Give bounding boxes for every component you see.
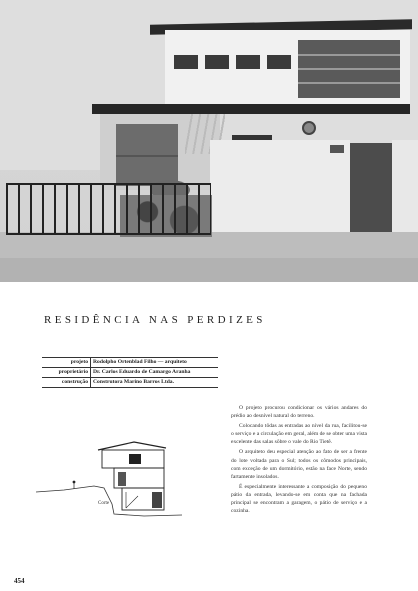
section-drawing	[34, 432, 184, 522]
upper-window	[205, 55, 229, 69]
credit-value: Rodolpho Ortenblad Filho — arquiteto	[93, 359, 187, 365]
round-window	[302, 121, 316, 135]
article-text	[231, 404, 367, 517]
upper-window	[174, 55, 198, 69]
credits-row	[42, 358, 218, 368]
page-number: 454	[14, 577, 25, 585]
person-icon	[73, 481, 76, 484]
fence-rail	[6, 233, 211, 235]
paragraph: É especialmente interessante a composição do pequeno pátio da entrada, levando-se em conta que na fachada principal se encontram a garagem, o pátio de serviço e a cozinha.	[231, 483, 367, 515]
ground-room-fill	[118, 472, 126, 486]
iron-fence	[6, 183, 211, 235]
credit-label: projeto	[42, 358, 91, 368]
roof-line	[98, 442, 166, 450]
garage-door	[116, 124, 178, 186]
paragraph: Colocando tôdas as entradas ao nível da rua, facilitou-se o serviço e a circulação em geral, além de se obter uma vista excelente das salas sôbre o vale do Rio Tietê.	[231, 423, 367, 446]
stair	[126, 496, 138, 508]
paragraph: O arquiteto deu especial atenção ao fato de ser a frente do lote voltada para o Sul; todos os cômodos principais, com exceção de um dormitório, estão na face Norte, sendo fartamente insolados.	[231, 449, 367, 480]
upper-window	[236, 55, 260, 69]
credit-value: Construtora Marino Barros Ltda.	[93, 379, 175, 385]
lower-roof	[92, 104, 410, 114]
street	[0, 258, 418, 282]
basement-fill	[152, 492, 162, 508]
credits-row	[42, 368, 218, 378]
upper-window	[267, 55, 291, 69]
large-window	[298, 40, 400, 98]
house-photo	[0, 0, 418, 282]
paragraph: O projeto procurou condicionar os vários andares do prédio ao desnível natural do terreno.	[231, 405, 367, 420]
page-title: RESIDÊNCIA NAS PERDIZES	[44, 314, 266, 326]
credit-label: construção	[42, 378, 91, 388]
credit-value: Dr. Carlos Eduardo de Camargo Aranha	[93, 369, 191, 375]
upper-room-fill	[129, 454, 141, 464]
credit-label: proprietário	[42, 368, 91, 378]
drawing-caption: Corte	[98, 501, 110, 506]
credits-table	[42, 357, 218, 388]
fence-rail	[6, 183, 211, 185]
house-number-plate	[330, 145, 344, 153]
credits-row	[42, 378, 218, 388]
